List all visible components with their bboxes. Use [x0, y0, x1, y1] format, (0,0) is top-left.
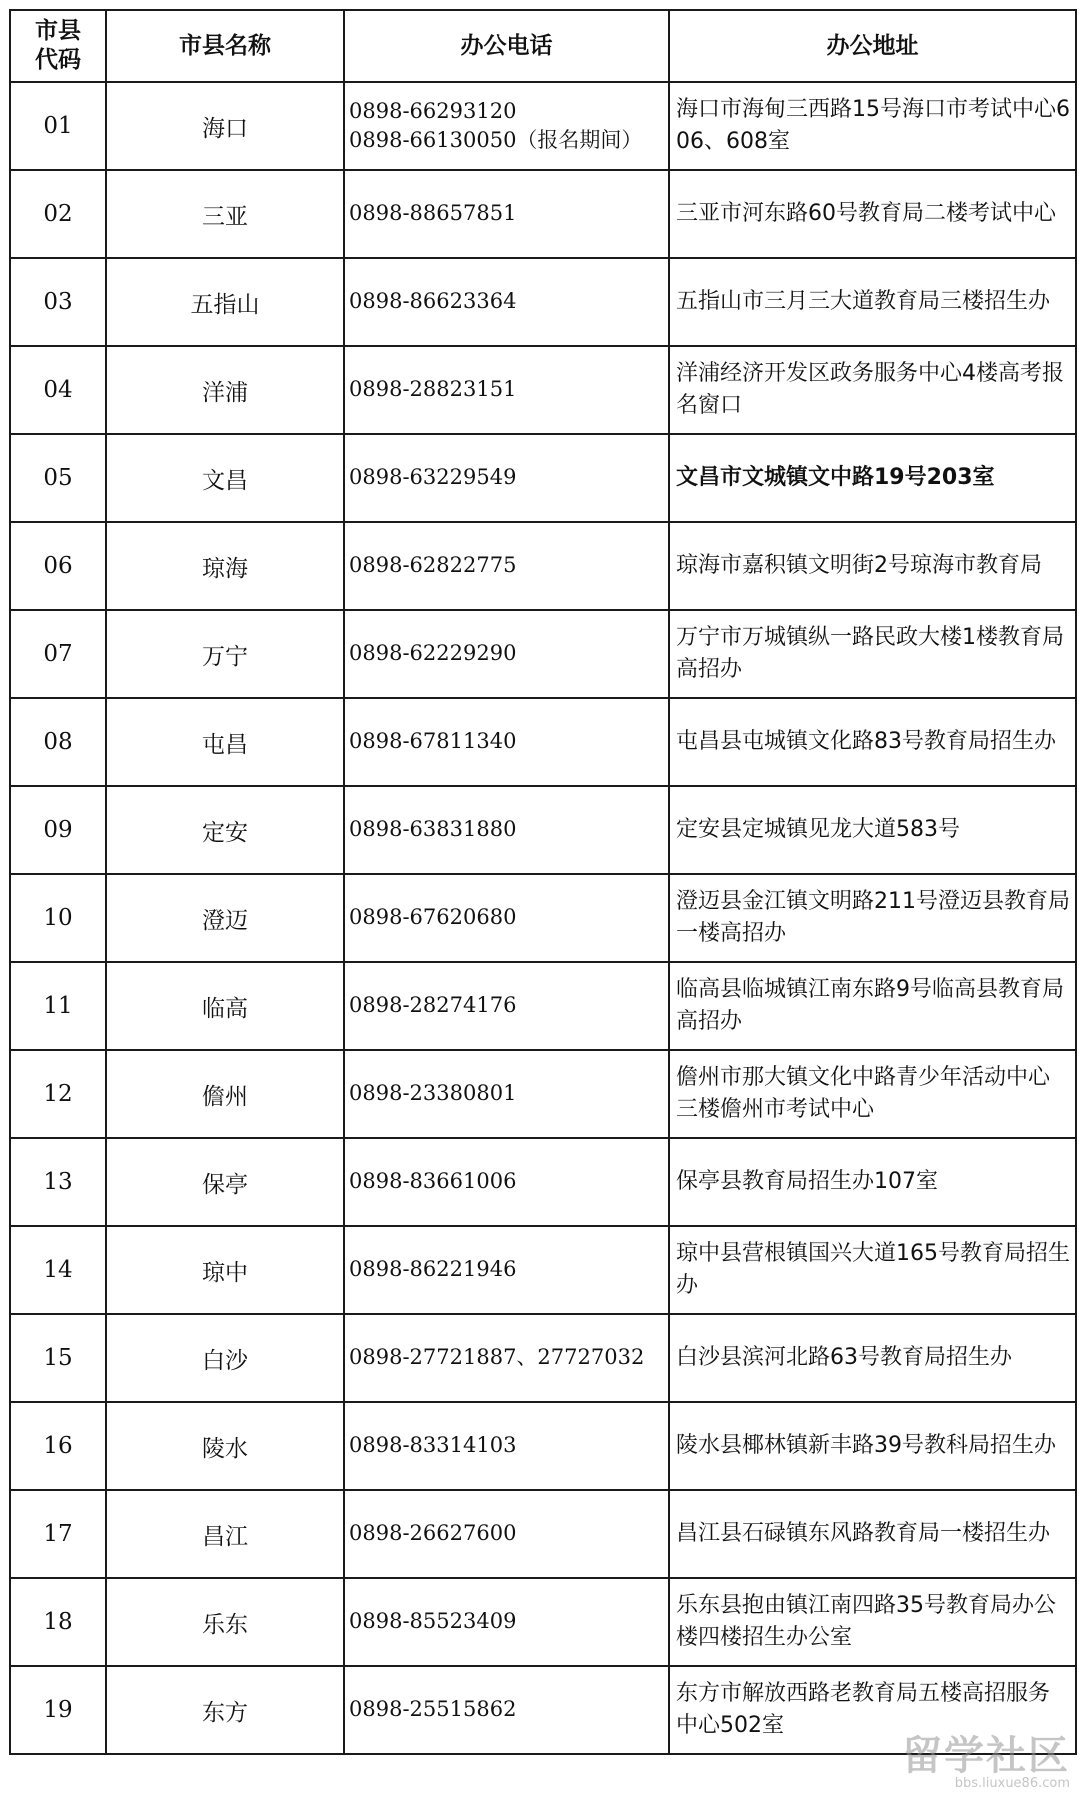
table-row: [10, 1314, 1076, 1402]
cell-phone: [344, 1050, 669, 1138]
cell-code: 14: [10, 1226, 106, 1314]
header-phone: [344, 10, 669, 82]
table-row: [10, 1226, 1076, 1314]
cell-address: 文昌市文城镇文中路19号203室: [669, 434, 1076, 522]
cell-name: 文昌: [106, 434, 344, 522]
cell-address: 保亭县教育局招生办107室: [669, 1138, 1076, 1226]
table-row: [10, 82, 1076, 170]
cell-phone: [344, 610, 669, 698]
table-row: [10, 1050, 1076, 1138]
cell-name: 洋浦: [106, 346, 344, 434]
phone-number: 0898-23380801: [349, 1081, 517, 1106]
phone-number: 0898-28823151: [349, 377, 517, 402]
cell-code: 11: [10, 962, 106, 1050]
phone-number: 0898-85523409: [349, 1609, 517, 1634]
phone-number: 0898-63831880: [349, 817, 517, 842]
phone-number: 0898-25515862: [349, 1697, 517, 1722]
cell-code: 16: [10, 1402, 106, 1490]
cell-phone: [344, 170, 669, 258]
cell-code: 17: [10, 1490, 106, 1578]
cell-name: 陵水: [106, 1402, 344, 1490]
table-row: [10, 874, 1076, 962]
table-row: [10, 170, 1076, 258]
cell-phone: [344, 1666, 669, 1754]
cell-address: 白沙县滨河北路63号教育局招生办: [669, 1314, 1076, 1402]
cell-address: 陵水县椰林镇新丰路39号教科局招生办: [669, 1402, 1076, 1490]
cell-name: 五指山: [106, 258, 344, 346]
table-row: [10, 962, 1076, 1050]
cell-code: 08: [10, 698, 106, 786]
header-row: [10, 10, 1076, 82]
cell-address: 屯昌县屯城镇文化路83号教育局招生办: [669, 698, 1076, 786]
phone-number: 0898-28274176: [349, 993, 517, 1018]
table-row: [10, 258, 1076, 346]
cell-code: 15: [10, 1314, 106, 1402]
cell-address: 乐东县抱由镇江南四路35号教育局办公楼四楼招生办公室: [669, 1578, 1076, 1666]
contact-table: [9, 9, 1077, 1755]
cell-code: 05: [10, 434, 106, 522]
table-row: [10, 1578, 1076, 1666]
cell-phone: [344, 1138, 669, 1226]
header-code-label: 市县 代码: [35, 18, 81, 73]
cell-address: 东方市解放西路老教育局五楼高招服务中心502室: [669, 1666, 1076, 1754]
cell-code: 10: [10, 874, 106, 962]
cell-address: 定安县定城镇见龙大道583号: [669, 786, 1076, 874]
cell-code: 13: [10, 1138, 106, 1226]
cell-name: 临高: [106, 962, 344, 1050]
cell-name: 澄迈: [106, 874, 344, 962]
phone-number: 0898-86221946: [349, 1257, 517, 1282]
table-row: [10, 1666, 1076, 1754]
cell-address: 琼海市嘉积镇文明街2号琼海市教育局: [669, 522, 1076, 610]
cell-phone: [344, 1490, 669, 1578]
phone-number: 0898-66293120: [349, 98, 517, 123]
cell-code: 19: [10, 1666, 106, 1754]
cell-address: 三亚市河东路60号教育局二楼考试中心: [669, 170, 1076, 258]
cell-name: 屯昌: [106, 698, 344, 786]
header-name: [106, 10, 344, 82]
header-name-label: 市县名称: [179, 32, 271, 59]
cell-name: 白沙: [106, 1314, 344, 1402]
cell-name: 琼海: [106, 522, 344, 610]
phone-number: 0898-62229290: [349, 641, 517, 666]
cell-phone: [344, 786, 669, 874]
table-row: [10, 610, 1076, 698]
cell-code: 06: [10, 522, 106, 610]
cell-address: 昌江县石碌镇东风路教育局一楼招生办: [669, 1490, 1076, 1578]
table-row: [10, 522, 1076, 610]
cell-name: 昌江: [106, 1490, 344, 1578]
cell-name: 万宁: [106, 610, 344, 698]
cell-phone: [344, 434, 669, 522]
cell-code: 12: [10, 1050, 106, 1138]
cell-name: 东方: [106, 1666, 344, 1754]
cell-address: 海口市海甸三西路15号海口市考试中心606、608室: [669, 82, 1076, 170]
header-phone-label: 办公电话: [460, 32, 553, 59]
cell-name: 定安: [106, 786, 344, 874]
cell-phone: [344, 346, 669, 434]
cell-address: 儋州市那大镇文化中路青少年活动中心三楼儋州市考试中心: [669, 1050, 1076, 1138]
cell-phone: [344, 874, 669, 962]
cell-address: 洋浦经济开发区政务服务中心4楼高考报名窗口: [669, 346, 1076, 434]
header-address-label: 办公地址: [826, 32, 919, 59]
header-code: [10, 10, 106, 82]
phone-number: 0898-67620680: [349, 905, 517, 930]
cell-name: 乐东: [106, 1578, 344, 1666]
cell-name: 三亚: [106, 170, 344, 258]
cell-phone: [344, 258, 669, 346]
phone-number: 0898-83661006: [349, 1169, 517, 1194]
cell-phone: [344, 82, 669, 170]
phone-number: 0898-63229549: [349, 465, 517, 490]
cell-code: 07: [10, 610, 106, 698]
table-row: [10, 1490, 1076, 1578]
header-address: [669, 10, 1076, 82]
cell-address: 临高县临城镇江南东路9号临高县教育局高招办: [669, 962, 1076, 1050]
cell-phone: [344, 698, 669, 786]
cell-address: 万宁市万城镇纵一路民政大楼1楼教育局高招办: [669, 610, 1076, 698]
cell-code: 03: [10, 258, 106, 346]
phone-number: 0898-67811340: [349, 729, 517, 754]
phone-number: 0898-62822775: [349, 553, 517, 578]
phone-number: 0898-88657851: [349, 201, 517, 226]
table-row: [10, 1138, 1076, 1226]
table-row: [10, 698, 1076, 786]
table-row: [10, 1402, 1076, 1490]
cell-phone: [344, 962, 669, 1050]
cell-code: 04: [10, 346, 106, 434]
phone-number: 0898-66130050（报名期间）: [349, 128, 643, 152]
phone-number: 0898-26627600: [349, 1521, 517, 1546]
cell-address: 五指山市三月三大道教育局三楼招生办: [669, 258, 1076, 346]
watermark-text: 留学社区: [902, 1733, 1070, 1780]
table-body: [10, 82, 1076, 1754]
cell-name: 海口: [106, 82, 344, 170]
phone-number: 0898-27721887、27727032: [349, 1345, 645, 1370]
table-row: [10, 346, 1076, 434]
phone-number: 0898-83314103: [349, 1433, 517, 1458]
cell-name: 保亭: [106, 1138, 344, 1226]
table-header: [10, 10, 1076, 82]
cell-code: 01: [10, 82, 106, 170]
cell-name: 儋州: [106, 1050, 344, 1138]
cell-phone: [344, 1402, 669, 1490]
cell-address: 琼中县营根镇国兴大道165号教育局招生办: [669, 1226, 1076, 1314]
cell-code: 09: [10, 786, 106, 874]
cell-phone: [344, 1226, 669, 1314]
cell-code: 18: [10, 1578, 106, 1666]
phone-number: 0898-86623364: [349, 289, 517, 314]
cell-name: 琼中: [106, 1226, 344, 1314]
table-row: [10, 786, 1076, 874]
cell-address: 澄迈县金江镇文明路211号澄迈县教育局一楼高招办: [669, 874, 1076, 962]
cell-phone: [344, 522, 669, 610]
cell-phone: [344, 1314, 669, 1402]
watermark-url: bbs.liuxue86.com: [954, 1776, 1070, 1792]
cell-phone: [344, 1578, 669, 1666]
table-row: [10, 434, 1076, 522]
cell-code: 02: [10, 170, 106, 258]
